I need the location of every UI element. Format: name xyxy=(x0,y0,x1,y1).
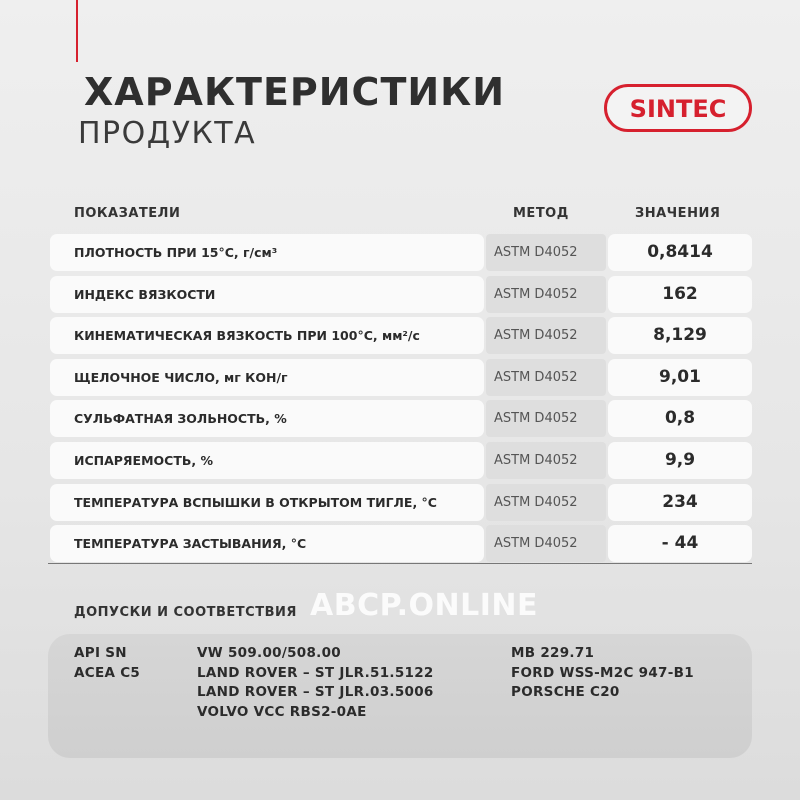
table-row xyxy=(50,442,752,479)
table-row xyxy=(50,317,752,354)
param-label: КИНЕМАТИЧЕСКАЯ ВЯЗКОСТЬ ПРИ 100°С, мм²/с xyxy=(74,328,420,344)
method-label: ASTM D4052 xyxy=(494,369,578,385)
method-label: ASTM D4052 xyxy=(494,411,578,427)
method-label: ASTM D4052 xyxy=(494,536,578,552)
param-label: ЩЕЛОЧНОЕ ЧИСЛО, мг КОН/г xyxy=(74,369,288,385)
page-subtitle: ПРОДУКТА xyxy=(78,116,257,151)
param-label: ТЕМПЕРАТУРА ВСПЫШКИ В ОТКРЫТОМ ТИГЛЕ, °С xyxy=(74,494,437,510)
param-label: ИНДЕКС ВЯЗКОСТИ xyxy=(74,286,216,302)
param-label: ИСПАРЯЕМОСТЬ, % xyxy=(74,452,214,468)
approval-item: API SN xyxy=(74,645,127,661)
page-title: ХАРАКТЕРИСТИКИ xyxy=(84,70,506,114)
section-divider xyxy=(48,563,752,564)
value-label: 8,129 xyxy=(653,325,707,346)
approval-item: LAND ROVER – ST JLR.51.5122 xyxy=(197,664,434,681)
value-label: 234 xyxy=(662,491,698,512)
method-label: ASTM D4052 xyxy=(494,452,578,468)
spec-table xyxy=(50,234,752,567)
param-label: СУЛЬФАТНАЯ ЗОЛЬНОСТЬ, % xyxy=(74,411,287,427)
watermark: ABCP.ONLINE xyxy=(310,588,538,623)
table-row xyxy=(50,525,752,562)
column-header-value: ЗНАЧЕНИЯ xyxy=(635,206,721,221)
column-header-param: ПОКАЗАТЕЛИ xyxy=(74,206,181,221)
value-label: 162 xyxy=(662,283,698,304)
approval-item: MB 229.71 xyxy=(511,645,595,661)
svg-text:SINTEC: SINTEC xyxy=(629,95,727,123)
table-row xyxy=(50,276,752,313)
approvals-title: ДОПУСКИ И СООТВЕТСТВИЯ xyxy=(74,605,297,620)
approval-item: FORD WSS-M2C 947-B1 xyxy=(511,664,694,681)
value-label: 0,8 xyxy=(664,408,696,429)
value-label: - 44 xyxy=(661,533,699,554)
method-label: ASTM D4052 xyxy=(494,245,578,260)
value-label: 9,01 xyxy=(659,366,701,387)
sintec-logo xyxy=(604,84,752,132)
table-row xyxy=(50,359,752,396)
sintec-logo-text xyxy=(613,91,743,125)
approval-item: VOLVO VCC RBS2-0AE xyxy=(197,703,367,720)
method-label: ASTM D4052 xyxy=(494,328,578,344)
value-label: 0,8414 xyxy=(647,242,713,262)
approval-item: ACEA C5 xyxy=(74,664,141,681)
method-label: ASTM D4052 xyxy=(494,494,578,510)
table-row xyxy=(50,234,752,271)
table-row xyxy=(50,484,752,521)
param-label: ПЛОТНОСТЬ ПРИ 15°С, г/см³ xyxy=(74,245,278,260)
table-row xyxy=(50,400,752,437)
column-header-method: МЕТОД xyxy=(513,206,569,221)
approval-item: PORSCHE C20 xyxy=(511,684,620,700)
approvals-column-1 xyxy=(74,644,140,683)
approvals-column-2 xyxy=(197,644,434,722)
approval-item: LAND ROVER – ST JLR.03.5006 xyxy=(197,684,434,700)
approval-item: VW 509.00/508.00 xyxy=(197,645,341,661)
value-label: 9,9 xyxy=(664,449,696,470)
method-label: ASTM D4052 xyxy=(494,286,578,302)
approvals-column-3 xyxy=(511,644,694,703)
accent-line xyxy=(76,0,78,62)
param-label: ТЕМПЕРАТУРА ЗАСТЫВАНИЯ, °С xyxy=(74,536,307,552)
